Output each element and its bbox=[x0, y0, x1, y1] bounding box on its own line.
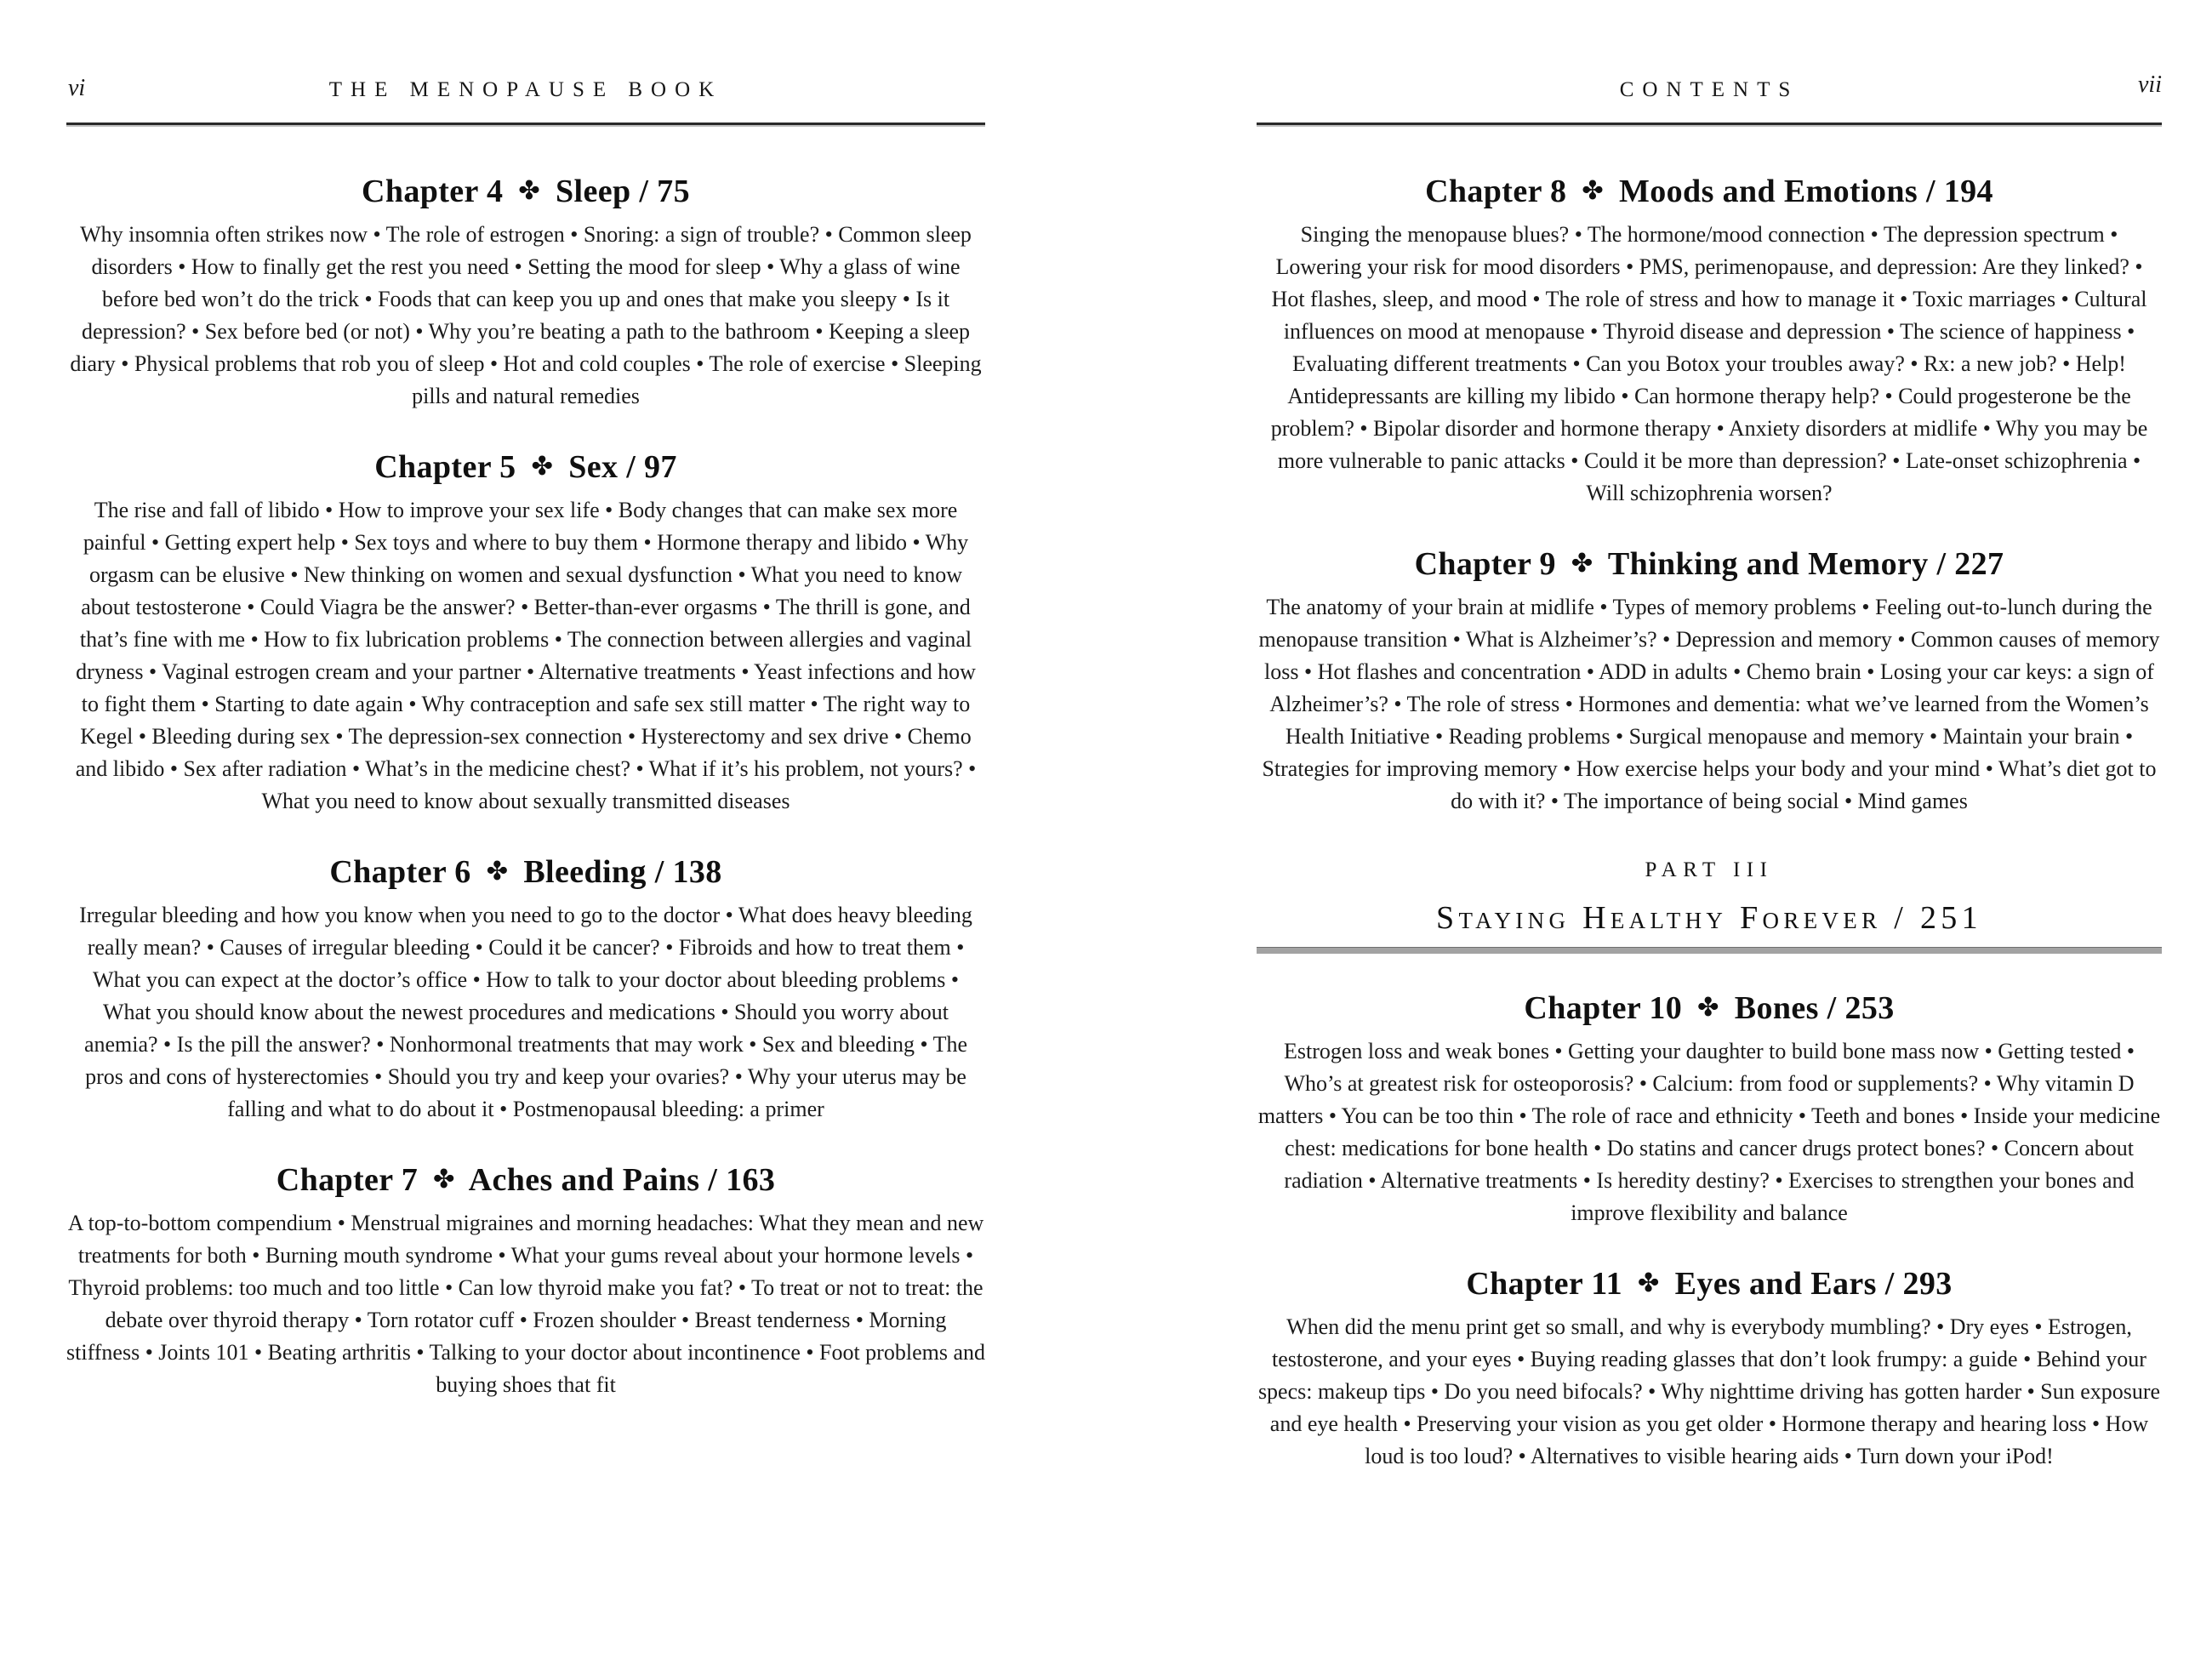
clover-ornament-icon: ✤ bbox=[1696, 993, 1719, 1023]
chapter-title-label: Moods and Emotions / 194 bbox=[1619, 174, 1993, 209]
chapter-number-label: Chapter 5 bbox=[374, 449, 516, 485]
clover-ornament-icon: ✤ bbox=[1637, 1268, 1660, 1298]
chapter-section-9 bbox=[1257, 545, 2162, 818]
chapter-title-label: Eyes and Ears / 293 bbox=[1674, 1266, 1953, 1302]
chapter-number-label: Chapter 7 bbox=[276, 1162, 419, 1198]
chapter-number-label: Chapter 11 bbox=[1466, 1266, 1622, 1302]
chapter-section-5 bbox=[66, 448, 985, 818]
part-title: Staying Healthy Forever / 251 bbox=[1436, 900, 1982, 936]
running-head-left: THE MENOPAUSE BOOK bbox=[328, 78, 723, 101]
chapter-section-11 bbox=[1257, 1265, 2162, 1473]
clover-ornament-icon: ✤ bbox=[1571, 549, 1593, 579]
chapter-summary: The rise and fall of libido • How to improve your sex life • Body changes that can make sex more painful • Getting expert help • Sex toys and where to buy them • Hormone therapy and libido • Why orgasm can be elusive • New thinking on women and sexual dysfunction • What you need to know about testosterone • Could Viagra be the answer? • Better-than-ever orgasms • The thrill is gone, and that’s fine with me • How to fix lubrication problems • The connection between allergies and vaginal dryness • Vaginal estrogen cream and your partner • Alternative treatments • Yeast infections and how to fight them • Starting to date again • Why contraception and safe sex still matter • The right way to Kegel • Bleeding during sex • The depression-sex connection • Hysterectomy and sex drive • Chemo and libido • Sex after radiation • What’s in the medicine chest? • What if it’s his problem, not yours? • What you need to know about sexually transmitted diseases bbox=[75, 498, 977, 813]
chapter-summary: The anatomy of your brain at midlife • Types of memory problems • Feeling out-to-lunch during the menopause transition • What is Alzheimer’s? • Depression and memory • Common causes of memory loss • Hot flashes and concentration • ADD in adults • Chemo brain • Losing your car keys: a sign of Alzheimer’s? • The role of stress • Hormones and dementia: what we’ve learned from the Women’s Health Initiative • Reading problems • Surgical menopause and memory • Maintain your brain • Strategies for improving memory • How exercise helps your body and your mind • What’s diet got to do with it? • The importance of being social • Mind games bbox=[1258, 595, 2160, 813]
chapter-summary: Estrogen loss and weak bones • Getting your daughter to build bone mass now • Getting tested • Who’s at greatest risk for osteoporosis? • Calcium: from food or supplements? • Why vitamin D matters • You can be too thin • The role of race and ethnicity • Teeth and bones • Inside your medicine chest: medications for bone health • Do statins and cancer drugs protect bones? • Concern about radiation • Alternative treatments • Is heredity destiny? • Exercises to strengthen your bones and improve flexibility and balance bbox=[1257, 1039, 2161, 1225]
part-rule bbox=[1257, 947, 2162, 954]
clover-ornament-icon: ✤ bbox=[432, 1165, 455, 1194]
chapter-section-4 bbox=[66, 173, 985, 413]
clover-ornament-icon: ✤ bbox=[518, 176, 541, 206]
chapter-heading bbox=[66, 1161, 985, 1199]
chapter-summary: Irregular bleeding and how you know when you need to go to the doctor • What does heavy bleeding really mean? • Causes of irregular bleeding • Could it be cancer? • Fibroids and how to treat them • What you can expect at the doctor’s office • How to talk to your doctor about bleeding problems • What you should know about the newest procedures and medications • Should you worry about anemia? • Is the pill the answer? • Nonhormonal treatments that may work • Sex and bleeding • The pros and cons of hysterectomies • Should you try and keep your ovaries? • Why your uterus may be falling and what to do about it • Postmenopausal bleeding: a primer bbox=[79, 903, 972, 1121]
chapter-number-label: Chapter 10 bbox=[1524, 990, 1683, 1026]
chapter-heading bbox=[1257, 1265, 2162, 1303]
page-header-left bbox=[66, 75, 985, 112]
clover-ornament-icon: ✤ bbox=[486, 857, 509, 887]
chapter-title-label: Sleep / 75 bbox=[556, 174, 690, 209]
chapter-number-label: Chapter 8 bbox=[1425, 174, 1567, 209]
chapter-title-label: Thinking and Memory / 227 bbox=[1607, 546, 2004, 582]
chapter-heading bbox=[66, 853, 985, 891]
clover-ornament-icon: ✤ bbox=[531, 452, 554, 482]
chapter-section-7 bbox=[66, 1161, 985, 1401]
chapter-number-label: Chapter 4 bbox=[362, 174, 504, 209]
chapter-summary: Why insomnia often strikes now • The role of estrogen • Snoring: a sign of trouble? • Common sleep disorders • How to finally get the rest you need • Setting the mood for sleep • Why a glass of wine before bed won’t do the trick • Foods that can keep you up and ones that make you sleepy • Is it depression? • Sex before bed (or not) • Why you’re beating a path to the bathroom • Keeping a sleep diary • Physical problems that rob you of sleep • Hot and cold couples • The role of exercise • Sleeping pills and natural remedies bbox=[70, 222, 982, 408]
header-rule-left bbox=[66, 123, 985, 125]
chapter-heading bbox=[66, 173, 985, 210]
chapter-heading bbox=[1257, 545, 2162, 583]
clover-ornament-icon: ✤ bbox=[1582, 176, 1605, 206]
chapter-number-label: Chapter 6 bbox=[329, 854, 471, 890]
chapter-section-6 bbox=[66, 853, 985, 1126]
running-head-right: CONTENTS bbox=[1619, 78, 1799, 101]
chapter-summary: When did the menu print get so small, and why is everybody mumbling? • Dry eyes • Estrogen, testosterone, and your eyes • Buying reading glasses that don’t look frumpy: a guide • Behind your specs: makeup tips • Do you need bifocals? • Why nighttime driving has gotten harder • Sun exposure and eye health • Preserving your vision as you get older • Hormone therapy and hearing loss • How loud is too loud? • Alternatives to visible hearing aids • Turn down your iPod! bbox=[1257, 1314, 2161, 1468]
chapter-heading bbox=[1257, 173, 2162, 210]
folio-right: vii bbox=[2138, 71, 2162, 98]
part-label: PART III bbox=[1645, 858, 1774, 881]
chapter-title-label: Bleeding / 138 bbox=[523, 854, 722, 890]
chapter-section-8 bbox=[1257, 173, 2162, 510]
chapter-title-label: Aches and Pains / 163 bbox=[468, 1162, 776, 1198]
chapter-title-label: Bones / 253 bbox=[1734, 990, 1895, 1026]
chapter-title-label: Sex / 97 bbox=[568, 449, 677, 485]
chapter-summary: A top-to-bottom compendium • Menstrual migraines and morning headaches: What they mean and new treatments for both • Burning mouth syndrome • What your gums reveal about your hormone levels • Thyroid problems: too much and too little • Can low thyroid make you fat? • To treat or not to treat: the debate over thyroid therapy • Torn rotator cuff • Frozen shoulder • Breast tenderness • Morning stiffness • Joints 101 • Beating arthritis • Talking to your doctor about incontinence • Foot problems and buying shoes that fit bbox=[66, 1211, 985, 1397]
chapter-number-label: Chapter 9 bbox=[1414, 546, 1556, 582]
chapter-section-10 bbox=[1257, 989, 2162, 1229]
chapter-summary: Singing the menopause blues? • The hormone/mood connection • The depression spectrum • Lowering your risk for mood disorders • PMS, perimenopause, and depression: Are they linked? • Hot flashes, sleep, and mood • The role of stress and how to manage it • Toxic marriages • Cultural influences on mood at menopause • Thyroid disease and depression • The science of happiness • Evaluating different treatments • Can you Botox your troubles away? • Rx: a new job? • Help! Antidepressants are killing my libido • Can hormone therapy help? • Could progesterone be the problem? • Bipolar disorder and hormone therapy • Anxiety disorders at midlife • Why you may be more vulnerable to panic attacks • Could it be more than depression? • Late-onset schizophrenia • Will schizophrenia worsen? bbox=[1270, 222, 2148, 505]
chapter-heading bbox=[1257, 989, 2162, 1027]
page-right bbox=[1106, 0, 2212, 1659]
page-header-right bbox=[1257, 71, 2162, 112]
part-divider bbox=[1257, 858, 2162, 954]
header-rule-right bbox=[1257, 123, 2162, 125]
chapter-heading bbox=[66, 448, 985, 486]
folio-left: vi bbox=[68, 75, 86, 101]
